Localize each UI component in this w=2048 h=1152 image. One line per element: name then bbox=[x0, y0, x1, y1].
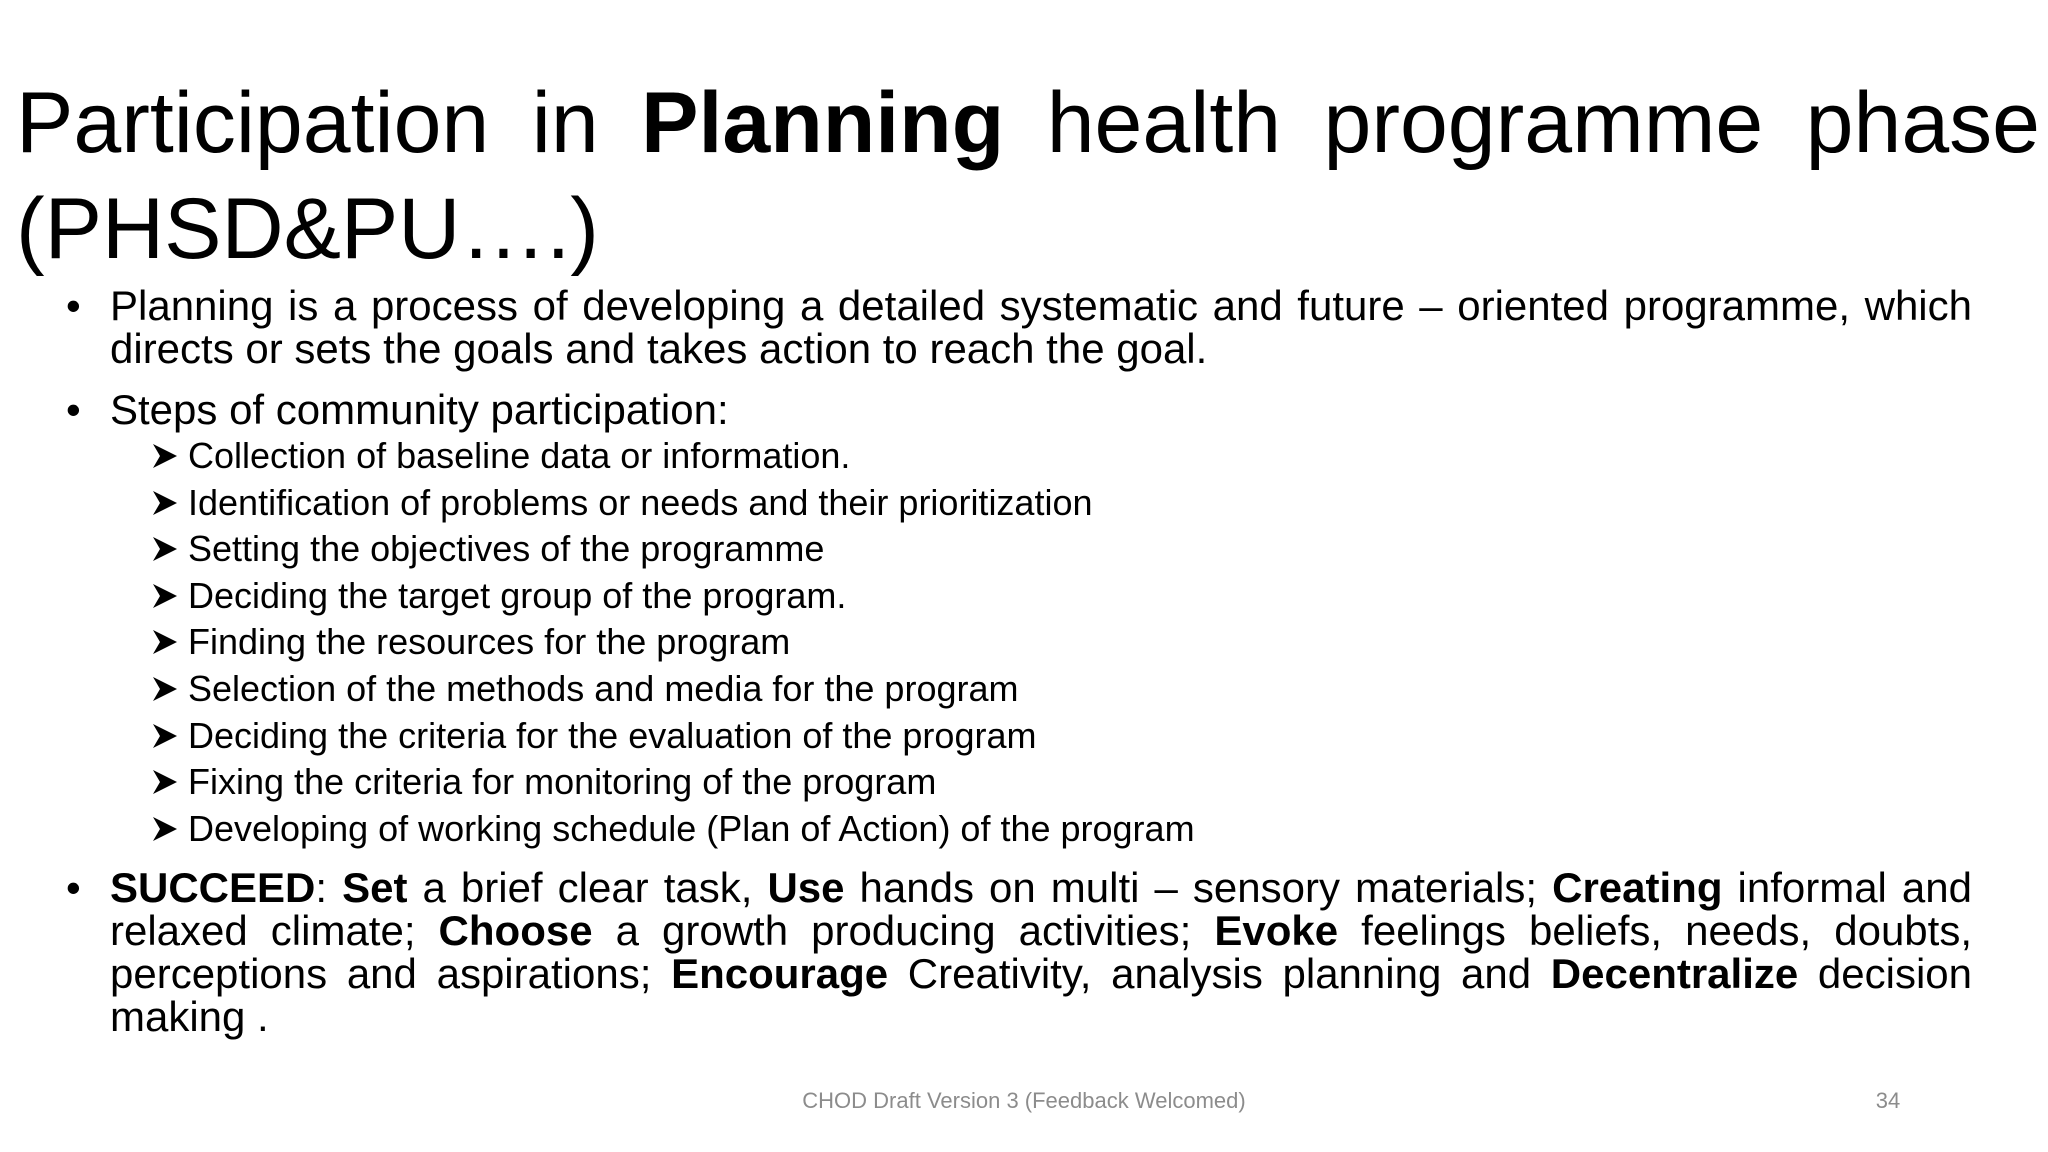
step-item bbox=[150, 480, 1972, 527]
bullet-succeed bbox=[66, 864, 1973, 1041]
arrowhead-bullet-icon bbox=[150, 627, 180, 657]
bullet-dot: • bbox=[66, 386, 81, 433]
step-item bbox=[150, 759, 1972, 806]
title-bold-word: Planning bbox=[641, 75, 1005, 171]
step-item bbox=[150, 433, 1972, 480]
bullet-planning-definition bbox=[66, 284, 1972, 370]
step-text: Setting the objectives of the programme bbox=[188, 528, 825, 570]
step-text: Finding the resources for the program bbox=[188, 621, 791, 663]
title-text-part1: Participation in bbox=[16, 75, 642, 171]
slide-content bbox=[66, 282, 1973, 1041]
succeed-keyword-creating: Creating bbox=[1552, 864, 1723, 912]
succeed-keyword-encourage: Encourage bbox=[671, 950, 889, 998]
succeed-text: informal and relaxed climate; bbox=[110, 864, 1973, 955]
succeed-text: hands on multi – sensory materials; bbox=[844, 864, 1553, 912]
bullet-dot: • bbox=[66, 864, 81, 912]
arrowhead-bullet-icon bbox=[150, 674, 180, 704]
step-item bbox=[150, 619, 1972, 666]
title-text-part2: health programme phase (PHSD&PU….) bbox=[16, 75, 2040, 277]
arrowhead-bullet-icon bbox=[150, 534, 180, 564]
succeed-text: a brief clear task, bbox=[407, 864, 768, 912]
succeed-keyword-choose: Choose bbox=[438, 907, 593, 955]
step-text: Identification of problems or needs and their prioritization bbox=[188, 481, 1093, 523]
steps-list bbox=[66, 433, 1972, 852]
arrowhead-bullet-icon bbox=[150, 488, 180, 518]
bullet-planning-text: Planning is a process of developing a detailed systematic and future – oriented programme, which directs or sets the goals and takes action to reach the goal. bbox=[110, 282, 1972, 372]
arrowhead-bullet-icon bbox=[150, 581, 180, 611]
succeed-text: a growth producing activities; bbox=[592, 907, 1215, 955]
succeed-keyword-decentralize: Decentralize bbox=[1550, 950, 1799, 998]
succeed-keyword-use: Use bbox=[767, 864, 845, 912]
step-item bbox=[150, 526, 1972, 573]
succeed-text: : bbox=[315, 864, 343, 912]
arrowhead-bullet-icon bbox=[150, 721, 180, 751]
step-item bbox=[150, 666, 1972, 713]
step-text: Fixing the criteria for monitoring of the program bbox=[188, 761, 937, 803]
step-text: Deciding the criteria for the evaluation of the program bbox=[188, 714, 1037, 756]
step-text: Selection of the methods and media for the program bbox=[188, 667, 1019, 709]
succeed-text: feelings beliefs, needs, doubts, perceptions and aspirations; bbox=[110, 907, 1973, 998]
step-text: Deciding the target group of the program. bbox=[188, 574, 847, 616]
succeed-text: Creativity, analysis planning and bbox=[888, 950, 1551, 998]
arrowhead-bullet-icon bbox=[150, 814, 180, 844]
steps-heading-text: Steps of community participation: bbox=[110, 386, 729, 433]
arrowhead-bullet-icon bbox=[150, 767, 180, 797]
page-number: 34 bbox=[1875, 1088, 1901, 1113]
succeed-keyword-evoke: Evoke bbox=[1214, 907, 1339, 955]
arrowhead-bullet-icon bbox=[150, 441, 180, 471]
step-item bbox=[150, 713, 1972, 760]
bullet-steps-heading bbox=[66, 388, 1972, 431]
step-item bbox=[150, 806, 1972, 853]
slide-title bbox=[16, 70, 2040, 282]
footer-text: CHOD Draft Version 3 (Feedback Welcomed) bbox=[802, 1088, 1246, 1113]
succeed-keyword: SUCCEED bbox=[110, 864, 316, 912]
succeed-keyword-set: Set bbox=[342, 864, 408, 912]
succeed-text: decision making . bbox=[110, 950, 1973, 1041]
step-item bbox=[150, 573, 1972, 620]
step-text: Collection of baseline data or information. bbox=[188, 435, 851, 476]
bullet-dot: • bbox=[66, 282, 81, 329]
step-text: Developing of working schedule (Plan of Action) of the program bbox=[188, 807, 1195, 849]
